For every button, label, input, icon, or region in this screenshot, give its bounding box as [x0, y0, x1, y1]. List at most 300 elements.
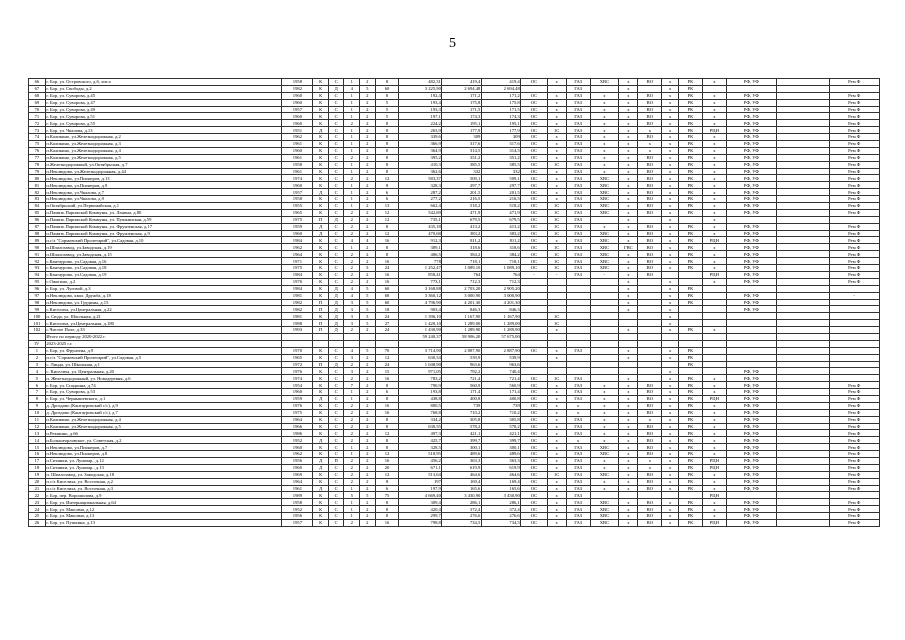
cell-apartments: 12 [375, 451, 399, 458]
cell-area-residential: 169,4 [481, 478, 520, 485]
cell-apartments: 13 [375, 203, 399, 210]
cell-facade: РФ, УФ [726, 451, 776, 458]
cell-area-residential: 1 089,10 [481, 265, 520, 272]
cell-wall-material: К [313, 292, 329, 299]
cell-stairwells: 1 [344, 106, 360, 113]
cell-area-residential: 171,4 [481, 389, 520, 396]
cell-hot-water: х [619, 127, 638, 134]
cell-drainage [638, 278, 662, 285]
cell-roof: РК [679, 196, 703, 203]
cell-heating: ОС [521, 251, 547, 258]
cell-heating: ОС [521, 147, 547, 154]
cell-roof: РК [679, 265, 703, 272]
cell-floor-material: С [328, 251, 344, 258]
cell-build-year: 1976 [282, 402, 313, 409]
cell-build-year: 1989 [282, 492, 313, 499]
cell-apartments: 8 [375, 154, 399, 161]
cell-stove-heating: х [547, 492, 566, 499]
cell-heating: ОС [521, 485, 547, 492]
cell-stove-heating: х [547, 237, 566, 244]
cell-floor-material: Д [328, 361, 344, 368]
cell-wall-material: К [313, 478, 329, 485]
cell-cold-water: х [590, 134, 619, 141]
table-row [29, 506, 880, 513]
cell-roof: РК [679, 99, 703, 106]
cell-area-residential: 314,5 [481, 147, 520, 154]
cell-repair-facade: Рем Ф [829, 168, 879, 175]
cell-roof: РК [679, 134, 703, 141]
cell-row-number: 23 [29, 499, 46, 506]
cell-bath: х [662, 278, 679, 285]
cell-build-year: 1974 [282, 175, 313, 182]
cell-foundation: х [702, 506, 726, 513]
cell-foundation [702, 299, 726, 306]
cell-foundation: х [702, 513, 726, 520]
cell-gas: ГАЗ [566, 161, 590, 168]
cell-facade [726, 85, 776, 92]
cell-drainage: х [638, 127, 662, 134]
cell-area-rooms: 1 167,90 [442, 313, 481, 320]
cell-area-rooms: 1 089,10 [442, 265, 481, 272]
cell-drainage: ВО [638, 444, 662, 451]
cell-stairwells: 1 [344, 141, 360, 148]
cell-repair-facade: Рем Ф [829, 416, 879, 423]
cell-area-rooms: 764 [442, 271, 481, 278]
table-row [29, 278, 880, 285]
cell-row-number: 92 [29, 258, 46, 265]
cell-area-residential: 3 430,90 [481, 492, 520, 499]
cell-apartments: 12 [375, 175, 399, 182]
cell-cold-water [590, 361, 619, 368]
cell-foundation: х [702, 161, 726, 168]
cell-area-rooms: 3 430,90 [442, 492, 481, 499]
cell-row-number: 86 [29, 216, 46, 223]
cell-heating: ОС [521, 471, 547, 478]
cell-drainage: ВО [638, 389, 662, 396]
cell-address: п. Железнодорожный, ул. Новодеревня, д.6 [45, 375, 282, 382]
table-row [29, 464, 880, 471]
cell-floors: 5 [360, 320, 376, 327]
cell-wall-material: К [313, 278, 329, 285]
cell-heating: ОС [521, 347, 547, 354]
cell-apartments: 16 [375, 278, 399, 285]
cell-gas: ГАЗ [566, 216, 590, 223]
cell-total-area: 778 [399, 258, 442, 265]
cell-basement [776, 361, 829, 368]
cell-apartments: 5 [375, 113, 399, 120]
cell-repair-facade: Рем Ф [829, 251, 879, 258]
cell-total-area: 3 168,88 [399, 285, 442, 292]
cell-roof: РК [679, 299, 703, 306]
cell-roof [679, 313, 703, 320]
cell-hot-water: х [619, 209, 638, 216]
cell-basement [776, 451, 829, 458]
cell-area-rooms: 3 000,90 [442, 292, 481, 299]
cell-floor-material: С [328, 161, 344, 168]
cell-facade: РФ, УФ [726, 223, 776, 230]
cell-stairwells: 4 [344, 285, 360, 292]
cell-drainage: ВО [638, 161, 662, 168]
cell-roof [679, 306, 703, 313]
cell-floor-material: С [328, 382, 344, 389]
cell-drainage [638, 320, 662, 327]
cell-hot-water: х [619, 478, 638, 485]
cell-hot-water: х [619, 375, 638, 382]
cell-total-area: 497,3 [399, 430, 442, 437]
cell-roof: РК [679, 147, 703, 154]
cell-wall-material: К [313, 513, 329, 520]
cell-facade: РФ, УФ [726, 79, 776, 86]
cell-hot-water: х [619, 451, 638, 458]
cell-floor-material: С [328, 258, 344, 265]
cell-build-year: 1960 [282, 92, 313, 99]
cell-floor-material: Д [328, 299, 344, 306]
cell-floor-material: С [328, 196, 344, 203]
cell-apartments: 6 [375, 389, 399, 396]
cell-bath: х [662, 354, 679, 361]
cell-cold-water [590, 313, 619, 320]
cell-drainage: ВО [638, 189, 662, 196]
cell-bath: х [662, 313, 679, 320]
cell-bath: х [662, 320, 679, 327]
cell-hot-water: х [619, 230, 638, 237]
cell-address: г. Бор, ул. Суворова, д.53 [45, 389, 282, 396]
cell-build-year: 1960 [282, 182, 313, 189]
cell-total-area: 971,05 [399, 368, 442, 375]
cell-area-rooms: 318,6 [442, 244, 481, 251]
cell-area-residential: 2 694,48 [481, 85, 520, 92]
cell-stairwells: 2 [344, 423, 360, 430]
cell-drainage: ВО [638, 506, 662, 513]
cell-row-number: 14 [29, 437, 46, 444]
cell-bath: х [662, 478, 679, 485]
cell-stove-heating: 1С [547, 251, 566, 258]
cell-basement [776, 306, 829, 313]
cell-cold-water [590, 216, 619, 223]
cell-wall-material: К [313, 120, 329, 127]
cell-area-rooms: 739 [442, 402, 481, 409]
cell-area-rooms: 2 694,48 [442, 85, 481, 92]
cell-hot-water: х [619, 464, 638, 471]
cell-row-number: 9 [29, 402, 46, 409]
cell-facade [726, 285, 776, 292]
cell-floor-material: С [328, 430, 344, 437]
cell-total-area: 1 396,10 [399, 313, 442, 320]
cell-stove-heating: х [547, 513, 566, 520]
cell-foundation: х [702, 230, 726, 237]
cell-basement [776, 223, 829, 230]
cell-apartments: 8 [375, 513, 399, 520]
cell-wall-material: Д [313, 223, 329, 230]
cell-basement [776, 382, 829, 389]
cell-apartments: 75 [375, 492, 399, 499]
cell-roof: РК [679, 258, 703, 265]
subtotal-area-total: 59 240,37 [399, 333, 442, 340]
cell-area-residential: 384,2 [481, 251, 520, 258]
cell-total-area: 193,4 [399, 99, 442, 106]
cell-basement [776, 464, 829, 471]
cell-build-year: 1969 [282, 471, 313, 478]
cell-area-residential: 710,2 [481, 409, 520, 416]
cell-roof: РК [679, 354, 703, 361]
cell-gas: ГАЗ [566, 189, 590, 196]
cell-hot-water: х [619, 134, 638, 141]
table-row [29, 196, 880, 203]
cell-floor-material: С [328, 106, 344, 113]
cell-stairwells: 5 [344, 492, 360, 499]
cell-bath: х [662, 416, 679, 423]
cell-facade: РФ, УФ [726, 141, 776, 148]
cell-stairwells: 4 [344, 85, 360, 92]
cell-facade: РФ, УФ [726, 258, 776, 265]
cell-stove-heating [547, 299, 566, 306]
cell-cold-water [590, 320, 619, 327]
cell-bath: х [662, 154, 679, 161]
cell-drainage: ВО [638, 106, 662, 113]
cell-cold-water [590, 278, 619, 285]
cell-facade: РФ, УФ [726, 92, 776, 99]
cell-hot-water: х [619, 258, 638, 265]
cell-total-area: 193,8 [399, 389, 442, 396]
cell-gas: ГАЗ [566, 492, 590, 499]
cell-cold-water: - [590, 271, 619, 278]
cell-repair-facade: Рем Ф [829, 499, 879, 506]
cell-hot-water: х [619, 79, 638, 86]
cell-apartments: 15 [375, 368, 399, 375]
cell-row-number: 13 [29, 430, 46, 437]
cell-drainage: ВО [638, 513, 662, 520]
cell-basement [776, 395, 829, 402]
cell-cold-water: х [590, 154, 619, 161]
cell-repair-facade: Рем Ф [829, 189, 879, 196]
cell-wall-material: К [313, 182, 329, 189]
cell-roof: РК [679, 520, 703, 527]
cell-wall-material: К [313, 154, 329, 161]
cell-floor-material: С [328, 464, 344, 471]
cell-row-number: 1 [29, 347, 46, 354]
cell-facade: РФ, УФ [726, 251, 776, 258]
cell-floor-material: Д [328, 313, 344, 320]
cell-address: п.Каликино, ул.Железнодорожная, д.4 [45, 416, 282, 423]
cell-foundation: х [702, 327, 726, 334]
cell-row-number: 21 [29, 485, 46, 492]
cell-cold-water: ХВС [590, 499, 619, 506]
cell-repair-facade: Рем Ф [829, 389, 879, 396]
cell-address: с.Кантаурово, ул.Садовая, д.16 [45, 258, 282, 265]
cell-cold-water: ХВС [590, 265, 619, 272]
cell-facade: РФ, УФ [726, 437, 776, 444]
cell-stove-heating: 1С [547, 320, 566, 327]
cell-apartments: 16 [375, 409, 399, 416]
cell-foundation: РЦН [702, 492, 726, 499]
cell-area-residential: 317,6 [481, 141, 520, 148]
cell-facade [726, 216, 776, 223]
cell-area-residential: 518,2 [481, 203, 520, 210]
cell-wall-material: К [313, 175, 329, 182]
cell-gas: ГАЗ [566, 382, 590, 389]
cell-cold-water: х [590, 389, 619, 396]
cell-floor-material: С [328, 278, 344, 285]
cell-row-number: 69 [29, 99, 46, 106]
cell-floor-material: Д [328, 292, 344, 299]
cell-total-area: 425,7 [399, 437, 442, 444]
cell-repair-facade [829, 327, 879, 334]
cell-facade: РФ, УФ [726, 113, 776, 120]
cell-build-year: 1962 [282, 244, 313, 251]
cell-bath: х [662, 499, 679, 506]
cell-bath: х [662, 327, 679, 334]
cell-floors: 2 [360, 506, 376, 513]
cell-hot-water: х [619, 189, 638, 196]
cell-basement [776, 99, 829, 106]
cell-basement [776, 471, 829, 478]
cell-floor-material: С [328, 271, 344, 278]
cell-repair-facade: Рем Ф [829, 161, 879, 168]
cell-facade: РФ, УФ [726, 278, 776, 285]
cell-area-residential: 332 [481, 168, 520, 175]
cell-cold-water [590, 85, 619, 92]
cell-stove-heating: 1С [547, 258, 566, 265]
cell-bath: х [662, 299, 679, 306]
cell-cold-water [590, 375, 619, 382]
cell-area-rooms: 399,7 [442, 437, 481, 444]
cell-roof: РК [679, 113, 703, 120]
cell-build-year: 1956 [282, 457, 313, 464]
cell-area-rooms: 489,6 [442, 451, 481, 458]
cell-stairwells: 2 [344, 464, 360, 471]
cell-hot-water: х [619, 457, 638, 464]
cell-floor-material: С [328, 154, 344, 161]
cell-stairwells: 2 [344, 271, 360, 278]
cell-area-residential: 318,6 [481, 244, 520, 251]
cell-area-rooms: 792,2 [442, 368, 481, 375]
cell-gas: ГАЗ [566, 203, 590, 210]
cell-area-rooms: 1 289,00 [442, 320, 481, 327]
cell-roof: РК [679, 471, 703, 478]
cell-apartments: 8 [375, 223, 399, 230]
cell-roof [679, 216, 703, 223]
cell-hot-water: х [619, 347, 638, 354]
cell-bath: х [662, 423, 679, 430]
cell-area-residential: 1 289,90 [481, 327, 520, 334]
cell-wall-material: К [313, 313, 329, 320]
cell-floors: 2 [360, 499, 376, 506]
cell-floor-material: С [328, 437, 344, 444]
cell-facade [726, 313, 776, 320]
cell-wall-material: Д [313, 485, 329, 492]
cell-stairwells: 2 [344, 327, 360, 334]
cell-gas: ГАЗ [566, 209, 590, 216]
table-row [29, 182, 880, 189]
cell-hot-water: х [619, 106, 638, 113]
cell-stove-heating [547, 368, 566, 375]
cell-hot-water: х [619, 402, 638, 409]
cell-basement [776, 127, 829, 134]
cell-bath: х [662, 389, 679, 396]
cell-wall-material: К [313, 368, 329, 375]
cell-basement [776, 258, 829, 265]
cell-drainage [638, 375, 662, 382]
cell-hot-water: х [619, 278, 638, 285]
cell-heating: ОС [521, 237, 547, 244]
cell-floors: 2 [360, 389, 376, 396]
cell-build-year: 1958 [282, 79, 313, 86]
cell-row-number: 89 [29, 237, 46, 244]
cell-drainage: ВО [638, 430, 662, 437]
cell-cold-water: ХВС [590, 444, 619, 451]
cell-repair-facade: Рем Ф [829, 237, 879, 244]
cell-apartments: 6 [375, 485, 399, 492]
cell-row-number: 97 [29, 292, 46, 299]
cell-row-number: 2 [29, 354, 46, 361]
table-row [29, 347, 880, 354]
cell-area-rooms: 309 [442, 134, 481, 141]
cell-total-area: 197 [399, 478, 442, 485]
cell-cold-water: ХВС [590, 196, 619, 203]
cell-cold-water: ХВС [590, 520, 619, 527]
cell-stairwells: 2 [344, 361, 360, 368]
cell-total-area: 395,2 [399, 154, 442, 161]
cell-address: г. Бор, ул. Суворова, д.51 [45, 113, 282, 120]
cell-cold-water: х [590, 141, 619, 148]
cell-apartments: 8 [375, 134, 399, 141]
cell-repair-facade: Рем Ф [829, 244, 879, 251]
cell-drainage: ВО [638, 79, 662, 86]
cell-stairwells: 7 [344, 382, 360, 389]
cell-total-area: 389,1 [399, 244, 442, 251]
cell-area-rooms: 332 [442, 168, 481, 175]
cell-repair-facade: Рем Ф [829, 395, 879, 402]
cell-foundation: х [702, 485, 726, 492]
cell-gas [566, 354, 590, 361]
cell-stove-heating: х [547, 182, 566, 189]
cell-apartments: 27 [375, 320, 399, 327]
cell-stove-heating: х [547, 347, 566, 354]
cell-bath: х [662, 520, 679, 527]
cell-foundation: х [702, 416, 726, 423]
cell-foundation [702, 285, 726, 292]
cell-foundation: х [702, 430, 726, 437]
cell-gas: ГАЗ [566, 444, 590, 451]
cell-foundation: х [702, 444, 726, 451]
cell-apartments: 8 [375, 423, 399, 430]
cell-foundation [702, 85, 726, 92]
cell-stairwells: 2 [344, 230, 360, 237]
cell-stove-heating: х [547, 154, 566, 161]
table-row [29, 430, 880, 437]
cell-floor-material: С [328, 478, 344, 485]
cell-foundation: х [702, 471, 726, 478]
cell-build-year: 1965 [282, 209, 313, 216]
cell-floors: 2 [360, 141, 376, 148]
cell-roof: РК [679, 251, 703, 258]
cell-roof: РК [679, 382, 703, 389]
table-row [29, 92, 880, 99]
cell-row-number: 94 [29, 271, 46, 278]
cell-floors: 2 [360, 416, 376, 423]
cell-basement [776, 437, 829, 444]
cell-bath: х [662, 444, 679, 451]
cell-gas: ГАЗ [566, 99, 590, 106]
cell-basement [776, 485, 829, 492]
cell-facade: РФ, УФ [726, 147, 776, 154]
cell-row-number: 70 [29, 106, 46, 113]
cell-heating: ОС [521, 161, 547, 168]
cell-stairwells: 2 [344, 258, 360, 265]
cell-bath: х [662, 395, 679, 402]
cell-floor-material: С [328, 230, 344, 237]
cell-repair-facade: Рем Ф [829, 120, 879, 127]
